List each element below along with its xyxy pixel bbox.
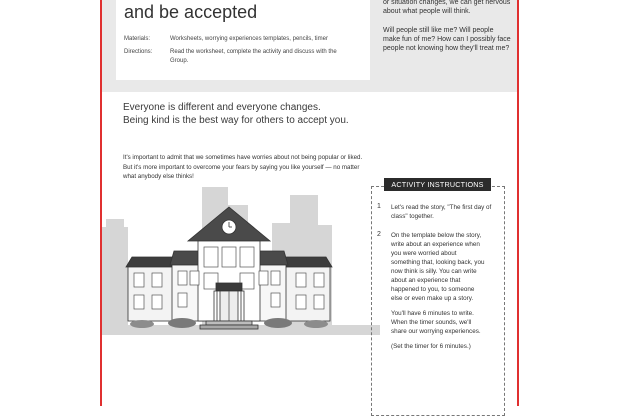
lead-line-1: Everyone is different and everyone changes.: [123, 102, 321, 113]
side-note-para1: or situation changes, we can get nervous about what people will think.: [383, 0, 511, 15]
materials-value: Worksheets, worrying experiences templates, pencils, timer: [170, 36, 328, 42]
directions-label: Directions:: [124, 49, 153, 55]
body-paragraph: It's important to admit that we sometimes have worries about not being popular or liked. But it's more important to overcome your fears by saying you like yourself — no matter what anybody else thinks!: [123, 154, 363, 180]
step-number-1: 1: [377, 203, 381, 210]
materials-label: Materials:: [124, 36, 151, 42]
directions-value: Read the worksheet, complete the activity and discuss with the Group.: [170, 49, 337, 64]
step-2-paragraph-3: (Set the timer for 6 minutes.): [391, 343, 471, 350]
lead-heading: [123, 101, 383, 127]
step-text-1: Let's read the story, "The first day of class" together.: [391, 204, 492, 220]
page-title: and be accepted: [124, 2, 258, 22]
activity-instructions-heading: ACTIVITY INSTRUCTIONS: [384, 178, 491, 191]
step-number-2: 2: [377, 231, 381, 238]
lead-line-2: Being kind is the best way for others to accept you.: [123, 115, 349, 126]
step-2-paragraph-2: You'll have 6 minutes to write. When the timer sounds, we'll share our worrying experiences.: [391, 310, 481, 335]
step-2-paragraph-1: On the template below the story, write about an experience when you were worried about something that, looking back, you now think is silly. You can write about an experience that happened to you, to someone else or even make up a story.: [391, 232, 485, 302]
school-building-illustration: [102, 185, 380, 335]
step-text-2: [391, 231, 487, 357]
side-note-para2: Will people still like me? Will people make fun of me? How can I possibly face people not knowing how they'll treat me?: [383, 27, 511, 52]
